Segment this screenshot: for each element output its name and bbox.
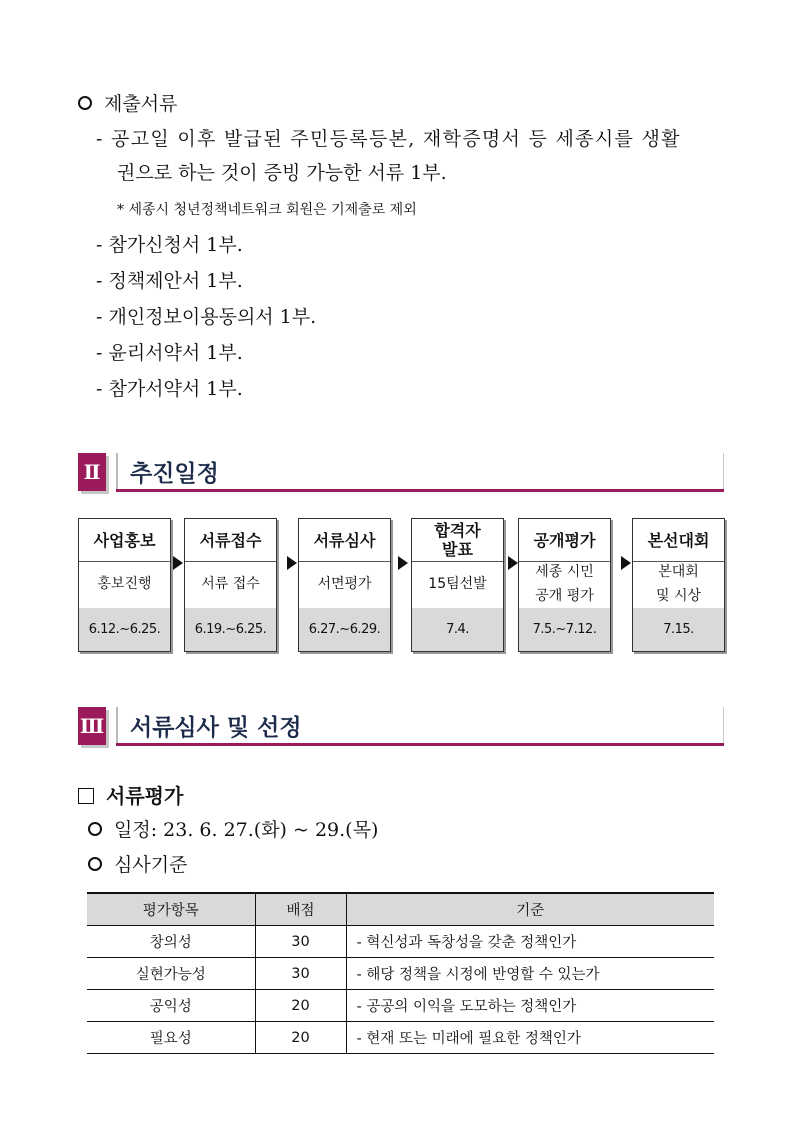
criteria-score: 30 <box>255 926 346 958</box>
docs-item: - 정책제안서 1부. <box>96 270 243 292</box>
docs-heading: 제출서류 <box>78 92 177 116</box>
table-header-row <box>87 893 714 926</box>
docs-note: * 세종시 청년정책네트워크 회원은 기제출로 제외 <box>117 202 417 218</box>
table-row <box>87 958 714 990</box>
criteria-item: 공익성 <box>87 990 255 1022</box>
criteria-item: 필요성 <box>87 1022 255 1054</box>
step-title: 합격자 발표 <box>412 519 503 562</box>
schedule-step <box>518 518 611 652</box>
step-title: 서류접수 <box>185 519 276 562</box>
step-desc: 서류 접수 <box>201 576 260 592</box>
step-date: 6.12.~6.25. <box>79 608 170 651</box>
arrow-right-icon <box>398 556 408 570</box>
criteria-score: 20 <box>255 990 346 1022</box>
circle-bullet-icon <box>88 822 102 836</box>
criteria-standard: - 현재 또는 미래에 필요한 정책인가 <box>346 1022 714 1054</box>
criteria-standard: - 공공의 이익을 도모하는 정책인가 <box>346 990 714 1022</box>
step-date: 7.5.~7.12. <box>519 608 610 651</box>
criteria-score: 20 <box>255 1022 346 1054</box>
heading-divider <box>723 707 724 743</box>
table-row <box>87 1022 714 1054</box>
step-date: 6.27.~6.29. <box>299 608 390 651</box>
column-header: 기준 <box>346 893 714 926</box>
criteria-standard: - 해당 정책을 시정에 반영할 수 있는가 <box>346 958 714 990</box>
evaluation-schedule: 일정: 23. 6. 27.(화) ~ 29.(목) <box>88 818 378 842</box>
square-bullet-icon <box>78 788 94 804</box>
criteria-item: 창의성 <box>87 926 255 958</box>
table-row <box>87 926 714 958</box>
heading-divider <box>116 707 118 745</box>
schedule-step <box>184 518 277 652</box>
section-title: 추진일정 <box>130 461 219 487</box>
heading-underline <box>116 743 724 746</box>
step-title: 본선대회 <box>633 519 724 562</box>
step-desc: 서면평가 <box>317 576 372 592</box>
arrow-right-icon <box>508 556 518 570</box>
step-date: 7.15. <box>633 608 724 651</box>
schedule-step <box>298 518 391 652</box>
table-row <box>87 990 714 1022</box>
section-heading-schedule <box>78 453 724 493</box>
step-desc: 홍보진행 <box>97 576 152 592</box>
schedule-step <box>632 518 725 652</box>
step-desc: 15팀선발 <box>428 576 487 592</box>
subsection-title: 서류평가 <box>78 780 183 809</box>
docs-item: - 개인정보이용동의서 1부. <box>96 306 317 328</box>
section-title: 서류심사 및 선정 <box>130 715 302 741</box>
circle-bullet-icon <box>78 96 92 110</box>
heading-divider <box>723 453 724 489</box>
docs-item: - 참가서약서 1부. <box>96 378 243 400</box>
criteria-item: 실현가능성 <box>87 958 255 990</box>
heading-divider <box>116 453 118 491</box>
criteria-standard: - 혁신성과 독창성을 갖춘 정책인가 <box>346 926 714 958</box>
step-date: 7.4. <box>412 608 503 651</box>
section-number: Ⅲ <box>78 707 106 745</box>
step-desc: 세종 시민 공개 평가 <box>535 564 594 604</box>
criteria-label: 심사기준 <box>88 853 187 877</box>
docs-item: - 참가신청서 1부. <box>96 234 243 256</box>
step-title: 서류심사 <box>299 519 390 562</box>
column-header: 배점 <box>255 893 346 926</box>
section-heading-review <box>78 707 724 747</box>
docs-item: - 공고일 이후 발급된 주민등록등본, 재학증명서 등 세종시를 생활 <box>96 128 681 150</box>
step-title: 공개평가 <box>519 519 610 562</box>
step-desc: 본대회 및 시상 <box>655 564 702 604</box>
criteria-table <box>87 892 714 1054</box>
step-title: 사업홍보 <box>79 519 170 562</box>
step-date: 6.19.~6.25. <box>185 608 276 651</box>
schedule-step <box>78 518 171 652</box>
arrow-right-icon <box>621 556 631 570</box>
circle-bullet-icon <box>88 857 102 871</box>
arrow-right-icon <box>173 556 183 570</box>
arrow-right-icon <box>287 556 297 570</box>
docs-item: 권으로 하는 것이 증빙 가능한 서류 1부. <box>117 162 447 184</box>
criteria-score: 30 <box>255 958 346 990</box>
heading-underline <box>116 489 724 492</box>
section-number: Ⅱ <box>78 453 106 491</box>
docs-item: - 윤리서약서 1부. <box>96 342 243 364</box>
schedule-step <box>411 518 504 652</box>
column-header: 평가항목 <box>87 893 255 926</box>
